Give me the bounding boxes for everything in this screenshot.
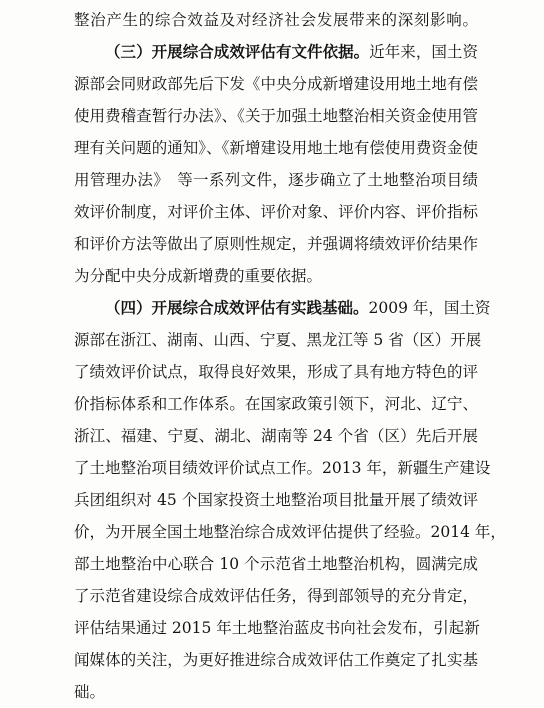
text-line: 理有关问题的通知》、《新增建设用地土地有偿使用费资金使: [74, 139, 478, 157]
text-line: 效评价制度，对评价主体、评价对象、评价内容、评价指标: [74, 203, 478, 221]
text-line: 浙江、福建、宁夏、湖北、湖南等 24 个省（区）先后开展: [74, 427, 478, 445]
text-line: 评估结果通过 2015 年土地整治蓝皮书向社会发布，引起新: [74, 619, 480, 637]
text-line: 源部在浙江、湖南、山西、宁夏、黑龙江等 5 省（区）开展: [74, 331, 482, 349]
paragraph-first-line: [74, 36, 478, 68]
paragraph-section-3: [74, 36, 478, 292]
text-line: 使用费稽查暂行办法》、《关于加强土地整治相关资金使用管: [74, 107, 478, 125]
text-line: 价，为开展全国土地整治综合成效评估提供了经验。2014 年，: [74, 523, 506, 541]
text-line: 整治产生的综合效益及对经济社会发展带来的深刻影响。: [74, 11, 478, 29]
section-heading: （三）开展综合成效评估有文件依据。: [105, 42, 370, 61]
text-line: 和评价方法等做出了原则性规定，并强调将绩效评价结果作: [74, 235, 478, 253]
paragraph-first-line: [74, 292, 491, 324]
text-line: 了土地整治项目绩效评价试点工作。2013 年，新疆生产建设: [74, 459, 491, 477]
text-line: 部土地整治中心联合 10 个示范省土地整治机构，圆满完成: [74, 555, 478, 573]
text-line: 了绩效评价试点，取得良好效果，形成了具有地方特色的评: [74, 363, 478, 381]
text-line: 价指标体系和工作体系。在国家政策引领下，河北、辽宁、: [74, 395, 478, 413]
section-heading: （四）开展综合成效评估有实践基础。: [105, 298, 369, 317]
paragraph-section-4: [74, 292, 506, 708]
text-line: 了示范省建设综合成效评估任务，得到部领导的充分肯定，: [74, 587, 478, 605]
text-span: 2009 年，国土资: [368, 299, 491, 317]
text-line: 源部会同财政部先后下发《中央分成新增建设用地土地有偿: [74, 75, 478, 93]
text-span: 近年来，国土资: [369, 43, 478, 61]
text-line: 用管理办法》 等一系列文件，逐步确立了土地整治项目绩: [74, 171, 478, 189]
text-line: 为分配中央分成新增费的重要依据。: [74, 267, 323, 285]
text-line: 闻媒体的关注，为更好推进综合成效评估工作奠定了扎实基: [74, 651, 478, 669]
text-line: 础。: [74, 683, 106, 701]
text-line: 兵团组织对 45 个国家投资土地整治项目批量开展了绩效评: [74, 491, 478, 509]
